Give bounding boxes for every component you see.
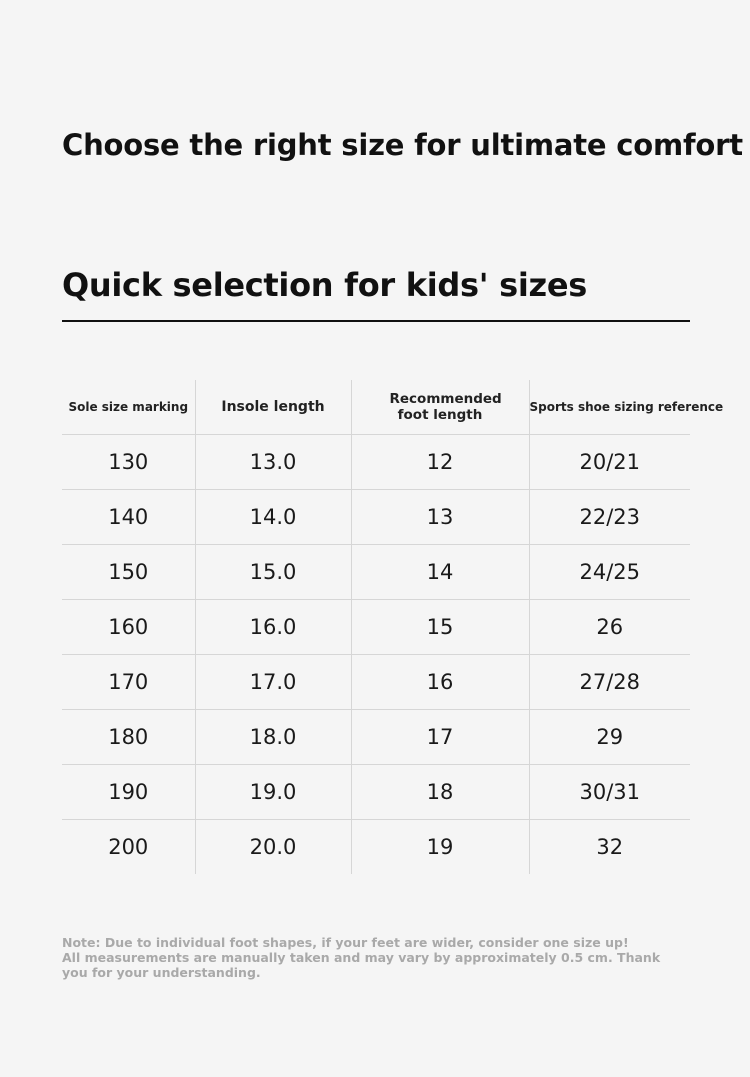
insole-length-cell: 20.0: [195, 820, 351, 875]
insole-length-cell: 16.0: [195, 600, 351, 655]
sole-size-cell: 170: [62, 655, 195, 710]
insole-length-cell: 13.0: [195, 435, 351, 490]
shoe-size-cell: 29: [529, 710, 690, 765]
sizing-note: [62, 935, 662, 980]
shoe-size-cell: 30/31: [529, 765, 690, 820]
shoe-size-cell: 26: [529, 600, 690, 655]
sole-size-cell: 150: [62, 545, 195, 600]
table-row: [62, 710, 690, 765]
shoe-size-cell: 20/21: [529, 435, 690, 490]
headline: Choose the right size for ultimate comfort: [62, 128, 743, 162]
foot-length-cell: 19: [351, 820, 529, 875]
table-body: [62, 435, 690, 875]
foot-length-cell: 17: [351, 710, 529, 765]
insole-length-cell: 18.0: [195, 710, 351, 765]
sole-size-cell: 190: [62, 765, 195, 820]
table-row: [62, 545, 690, 600]
header-sole-size-marking: Sole size marking: [62, 380, 195, 435]
table-header-row: [62, 380, 690, 435]
foot-length-cell: 13: [351, 490, 529, 545]
header-insole-length: Insole length: [195, 380, 351, 435]
table-row: [62, 820, 690, 875]
header-recommended-foot-length: Recommended foot length: [351, 380, 529, 435]
note-line-2: All measurements are manually taken and may vary by approximately 0.5 cm. Thank you for your understanding.: [62, 950, 661, 980]
table-row: [62, 765, 690, 820]
foot-length-cell: 18: [351, 765, 529, 820]
shoe-size-cell: 32: [529, 820, 690, 875]
foot-length-cell: 14: [351, 545, 529, 600]
sole-size-cell: 160: [62, 600, 195, 655]
shoe-size-cell: 27/28: [529, 655, 690, 710]
insole-length-cell: 15.0: [195, 545, 351, 600]
shoe-size-cell: 24/25: [529, 545, 690, 600]
sole-size-cell: 140: [62, 490, 195, 545]
size-chart-table: [62, 380, 724, 874]
table-row: [62, 600, 690, 655]
insole-length-cell: 19.0: [195, 765, 351, 820]
section-divider: [62, 320, 690, 322]
shoe-size-cell: 22/23: [529, 490, 690, 545]
sole-size-cell: 130: [62, 435, 195, 490]
foot-length-cell: 15: [351, 600, 529, 655]
section-title: Quick selection for kids' sizes: [62, 266, 587, 304]
foot-length-cell: 16: [351, 655, 529, 710]
insole-length-cell: 17.0: [195, 655, 351, 710]
table-row: [62, 435, 690, 490]
sole-size-cell: 200: [108, 835, 149, 859]
sole-size-cell: 180: [62, 710, 195, 765]
header-sports-shoe-sizing-reference: Sports shoe sizing reference: [529, 380, 690, 435]
note-line-1: Note: Due to individual foot shapes, if your feet are wider, consider one size up!: [62, 935, 629, 950]
foot-length-cell: 12: [351, 435, 529, 490]
insole-length-cell: 14.0: [195, 490, 351, 545]
table-row: [62, 490, 690, 545]
table-row: [62, 655, 690, 710]
